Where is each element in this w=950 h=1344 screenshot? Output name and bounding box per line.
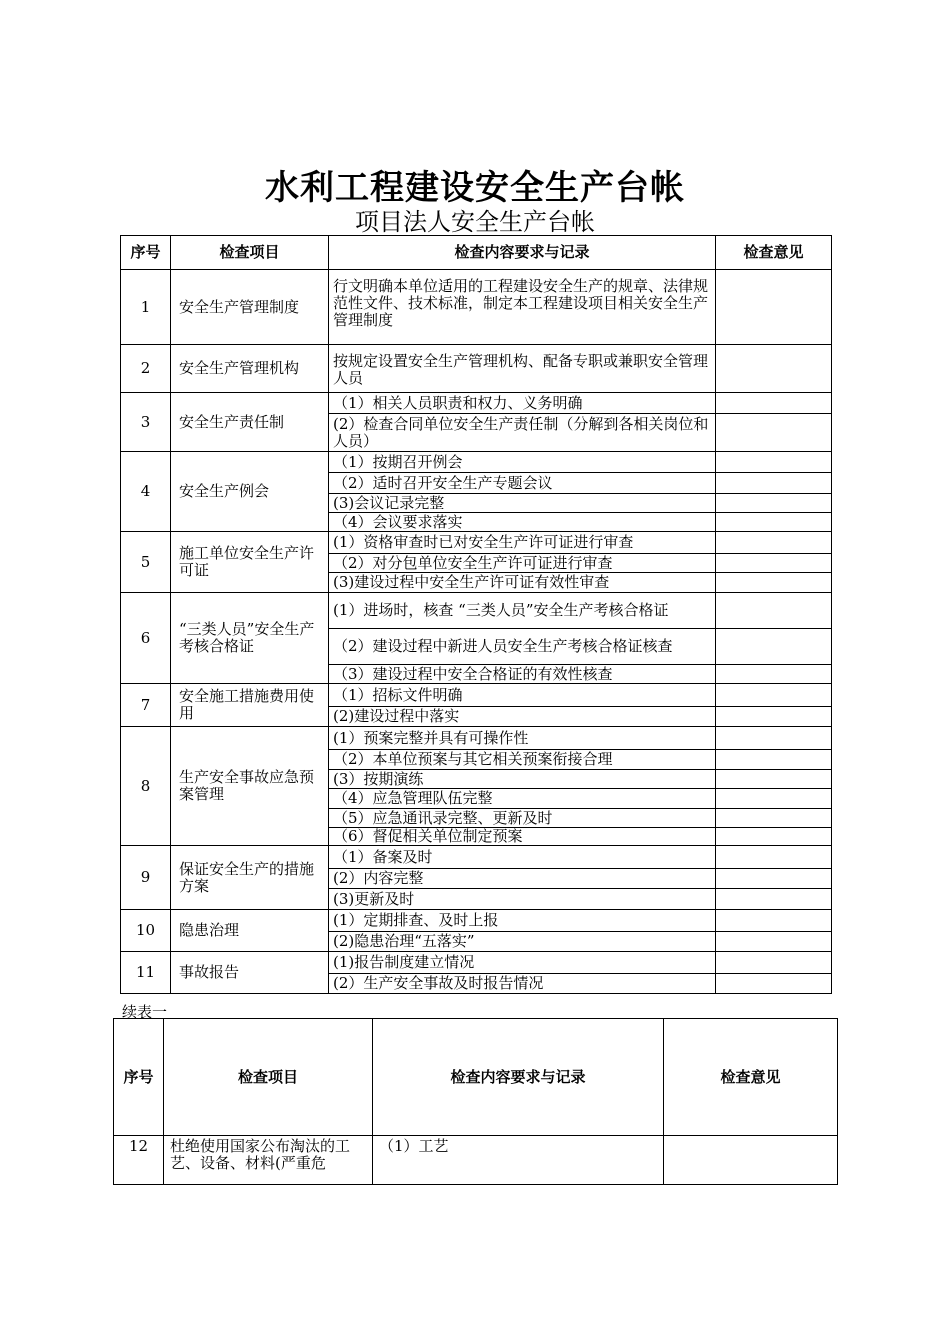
requirement-text: (1）资格审查时已对安全生产许可证进行审查 [329,532,716,554]
requirement-text: （1）招标文件明确 [329,684,716,707]
header-requirements: 检查内容要求与记录 [329,236,716,270]
row-number: 4 [121,452,171,532]
requirement-text: （2）本单位预案与其它相关预案衔接合理 [329,750,716,770]
table-row [121,532,832,554]
requirement-text: （6）督促相关单位制定预案 [329,828,716,846]
opinion-cell[interactable] [716,932,832,952]
cont-table-body [114,1136,838,1185]
requirement-text: (2）内容完整 [329,869,716,889]
check-item: 安全生产管理制度 [171,270,329,345]
check-item: 保证安全生产的措施方案 [171,846,329,910]
row-number: 3 [121,393,171,452]
check-item: 安全生产例会 [171,452,329,532]
opinion-cell[interactable] [716,414,832,452]
requirement-text: (2)建设过程中落实 [329,707,716,727]
opinion-cell[interactable] [716,629,832,665]
opinion-cell[interactable] [716,707,832,727]
requirement-text: （3）建设过程中安全合格证的有效性核查 [329,665,716,684]
table-row [121,593,832,629]
cont-header-requirements: 检查内容要求与记录 [373,1019,664,1136]
requirement-text: (3)建设过程中安全生产许可证有效性审查 [329,573,716,593]
requirement-text: (1）进场时，核查 “三类人员”安全生产考核合格证 [329,593,716,629]
requirement-text: (1）定期排查、及时上报 [329,910,716,932]
opinion-cell[interactable] [716,393,832,414]
requirement-text: （1）相关人员职责和权力、义务明确 [329,393,716,414]
row-number: 6 [121,593,171,684]
row-number: 9 [121,846,171,910]
table-row [121,727,832,750]
table-row [121,952,832,974]
requirement-text: 按规定设置安全生产管理机构、配备专职或兼职安全管理人员 [329,345,716,393]
requirement-text: （4）会议要求落实 [329,513,716,532]
requirement-text: （5）应急通讯录完整、更新及时 [329,809,716,828]
document-subtitle: 项目法人安全生产台帐 [355,208,595,236]
table-row [121,846,832,869]
table-body [121,270,832,994]
opinion-cell[interactable] [716,869,832,889]
opinion-cell[interactable] [716,750,832,770]
requirement-text: (3)更新及时 [329,889,716,910]
row-number: 10 [121,910,171,952]
requirement-text: （2）适时召开安全生产专题会议 [329,473,716,494]
opinion-cell[interactable] [716,727,832,750]
requirement-text: 行文明确本单位适用的工程建设安全生产的规章、法律规范性文件、技术标准，制定本工程建设项目相关安全生产管理制度 [329,270,716,345]
opinion-cell[interactable] [716,846,832,869]
requirement-text: (1)报告制度建立情况 [329,952,716,974]
row-number: 11 [121,952,171,994]
table-row [121,452,832,473]
table-row [114,1136,838,1185]
check-item: 事故报告 [171,952,329,994]
opinion-cell[interactable] [716,532,832,554]
continuation-label: 续表一 [122,1003,168,1021]
requirement-text: (2)隐患治理“五落实” [329,932,716,952]
opinion-cell[interactable] [716,665,832,684]
row-number: 12 [114,1136,164,1185]
opinion-cell[interactable] [716,770,832,789]
requirement-text: （1）按期召开例会 [329,452,716,473]
check-item: 生产安全事故应急预案管理 [171,727,329,846]
row-number: 7 [121,684,171,727]
table-row [121,345,832,393]
check-item: 安全施工措施费用使用 [171,684,329,727]
header-opinion: 检查意见 [716,236,832,270]
check-item: “三类人员”安全生产考核合格证 [171,593,329,684]
opinion-cell[interactable] [716,974,832,994]
header-item: 检查项目 [171,236,329,270]
table-row [121,910,832,932]
document-title: 水利工程建设安全生产台帐 [265,168,685,208]
opinion-cell[interactable] [716,889,832,910]
opinion-cell[interactable] [716,513,832,532]
header-seq: 序号 [121,236,171,270]
requirement-text: （1）备案及时 [329,846,716,869]
requirement-text: (3)会议记录完整 [329,494,716,513]
table-header-row [121,236,832,270]
requirement-text: (1）预案完整并具有可操作性 [329,727,716,750]
row-number: 1 [121,270,171,345]
requirement-text: (2）生产安全事故及时报告情况 [329,974,716,994]
row-number: 8 [121,727,171,846]
opinion-cell[interactable] [716,270,832,345]
requirement-text: (2）检查合同单位安全生产责任制（分解到各相关岗位和人员） [329,414,716,452]
check-item: 杜绝使用国家公布淘汰的工艺、设备、材料(严重危 [164,1136,373,1185]
row-number: 5 [121,532,171,593]
opinion-cell[interactable] [716,684,832,707]
row-number: 2 [121,345,171,393]
check-item: 安全生产管理机构 [171,345,329,393]
opinion-cell[interactable] [716,828,832,846]
requirement-text: （2）对分包单位安全生产许可证进行审查 [329,554,716,573]
table-row [121,270,832,345]
opinion-cell[interactable] [716,494,832,513]
opinion-cell[interactable] [716,554,832,573]
cont-header-opinion: 检查意见 [664,1019,838,1136]
table-row [121,684,832,707]
cont-header-item: 检查项目 [164,1019,373,1136]
check-item: 安全生产责任制 [171,393,329,452]
opinion-cell[interactable] [716,952,832,974]
requirement-text: (3）按期演练 [329,770,716,789]
opinion-cell[interactable] [716,573,832,593]
opinion-cell[interactable] [716,452,832,473]
continuation-table [113,1018,838,1185]
requirement-text: （4）应急管理队伍完整 [329,789,716,809]
opinion-cell[interactable] [716,809,832,828]
opinion-cell[interactable] [716,345,832,393]
cont-header-row [114,1019,838,1136]
table-row [121,393,832,414]
cont-header-seq: 序号 [114,1019,164,1136]
requirement-text: （2）建设过程中新进人员安全生产考核合格证核查 [329,629,716,665]
check-item: 隐患治理 [171,910,329,952]
opinion-cell[interactable] [664,1136,838,1185]
opinion-cell[interactable] [716,473,832,494]
requirement-text: （1）工艺 [373,1136,664,1185]
opinion-cell[interactable] [716,789,832,809]
safety-ledger-table [120,235,832,994]
opinion-cell[interactable] [716,593,832,629]
opinion-cell[interactable] [716,910,832,932]
check-item: 施工单位安全生产许可证 [171,532,329,593]
